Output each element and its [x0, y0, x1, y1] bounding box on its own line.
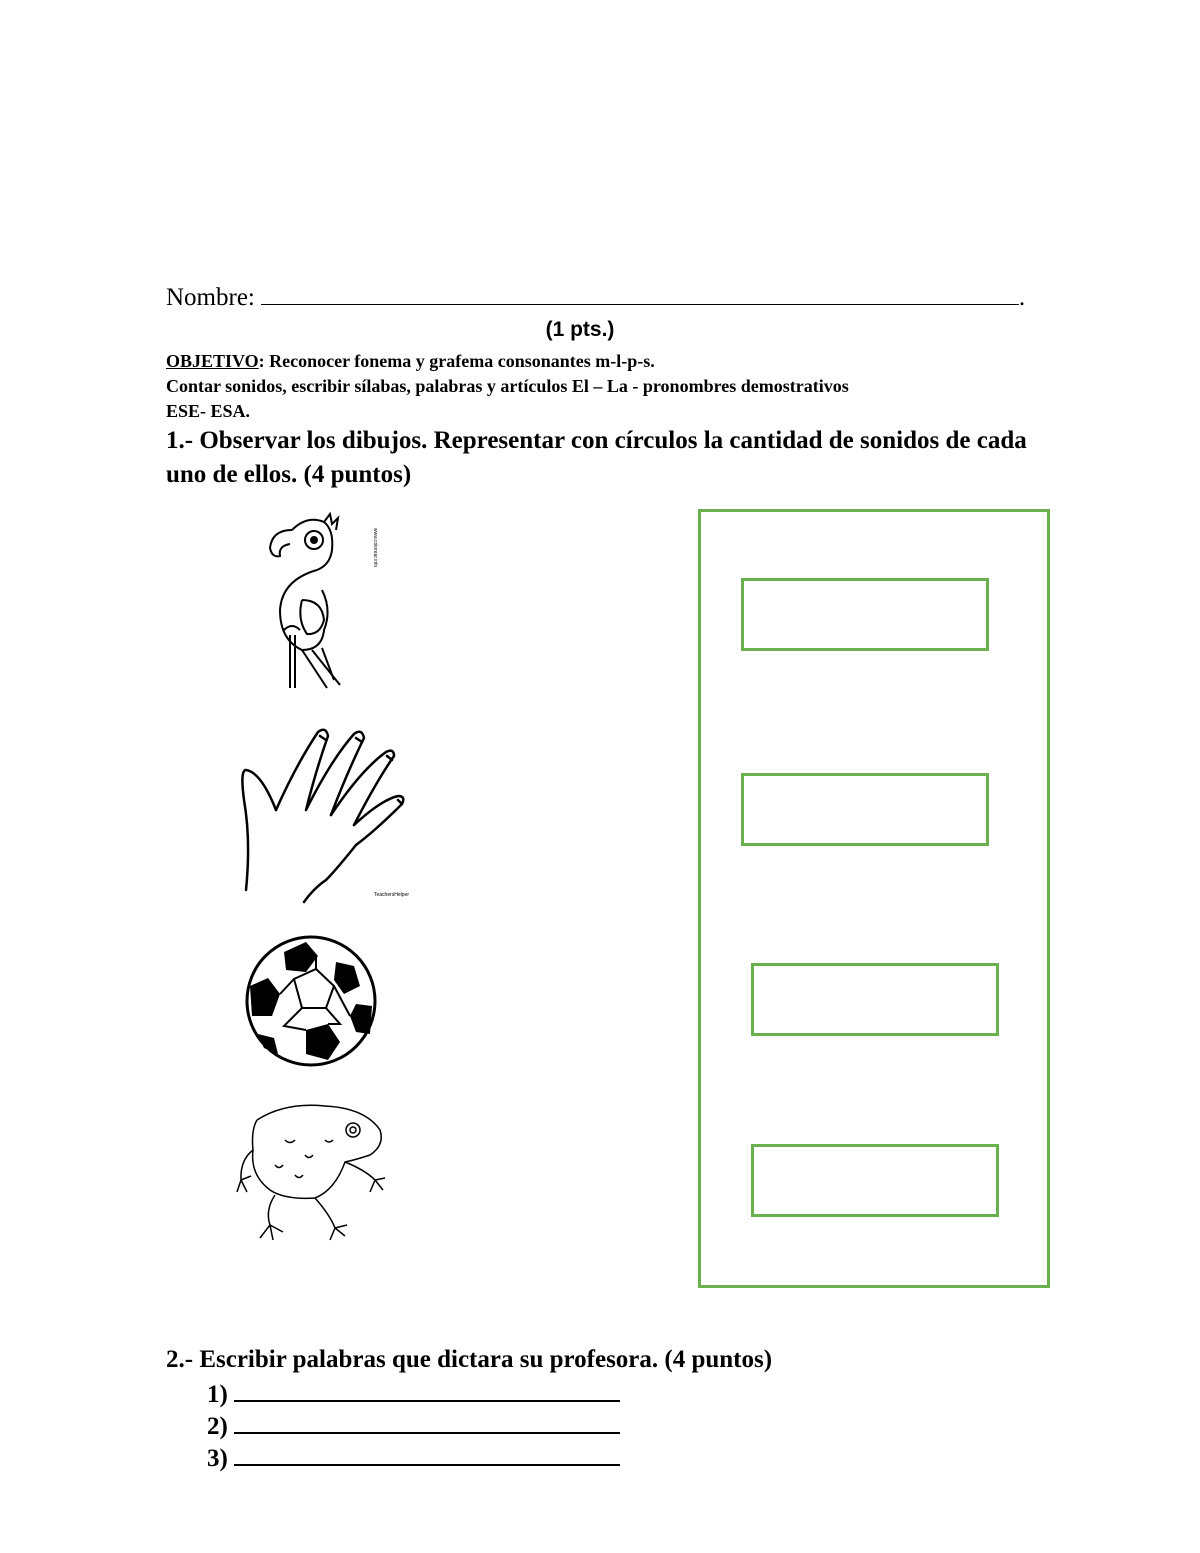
- name-field-row: [166, 282, 1025, 312]
- dictation-number-1: 1): [207, 1381, 228, 1408]
- dictation-line-2: [207, 1410, 620, 1441]
- name-blank-line[interactable]: [261, 282, 1019, 305]
- dictation-line-3: [207, 1442, 620, 1473]
- objective-block: [166, 349, 1046, 424]
- toad-drawing: [235, 1100, 390, 1245]
- question-1-text: 1.- Observar los dibujos. Representar con círculos la cantidad de sonidos de cada uno de ellos. (4 puntos): [166, 427, 1027, 488]
- name-label: Nombre:: [166, 284, 255, 311]
- objective-line-1: OBJETIVO: Reconocer fonema y grafema consonantes m-l-p-s.: [166, 351, 655, 371]
- dictation-blank-1[interactable]: [234, 1378, 620, 1402]
- objective-text: Reconocer fonema y grafema consonantes m-l-p-s.: [264, 351, 655, 371]
- answer-box-toad[interactable]: [751, 1144, 999, 1217]
- dictation-blank-2[interactable]: [234, 1410, 620, 1434]
- answer-box-parrot[interactable]: [741, 578, 989, 651]
- points-label: (1 pts.): [545, 318, 615, 341]
- soccer-ball-drawing: [244, 934, 378, 1068]
- parrot-drawing: [262, 510, 392, 690]
- hand-drawing: [236, 720, 411, 905]
- name-line-end: .: [1018, 284, 1026, 311]
- dictation-number-2: 2): [207, 1413, 228, 1440]
- answer-box-ball[interactable]: [751, 963, 999, 1036]
- parrot-watermark: www.colorear.info: [372, 528, 378, 568]
- dictation-blank-3[interactable]: [234, 1442, 620, 1466]
- dictation-line-1: [207, 1378, 620, 1409]
- question-2-text: 2.- Escribir palabras que dictara su profesora. (4 puntos): [166, 1346, 773, 1373]
- hand-watermark: TeachersHelper: [374, 892, 410, 898]
- answer-box-hand[interactable]: [741, 773, 989, 846]
- objective-line-3: ESE- ESA.: [166, 401, 251, 421]
- objective-label: OBJETIVO: [166, 351, 259, 371]
- dictation-number-3: 3): [207, 1445, 228, 1472]
- objective-line-2: Contar sonidos, escribir sílabas, palabras y artículos El – La - pronombres demostrativos: [166, 376, 849, 396]
